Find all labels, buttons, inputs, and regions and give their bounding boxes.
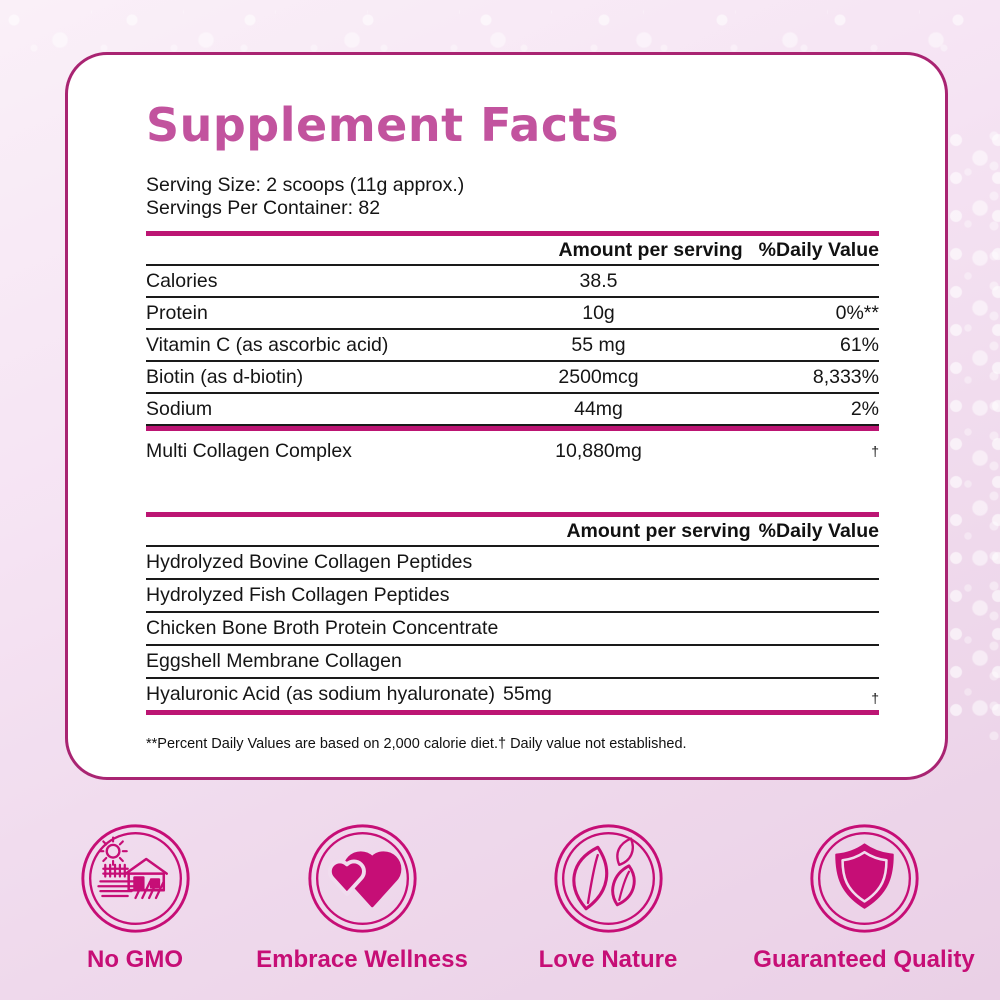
row-daily-value: † — [871, 443, 879, 460]
table2-header — [146, 517, 879, 547]
table-row — [146, 679, 879, 710]
badge-no-gmo — [35, 820, 235, 974]
row-name: Biotin (as d-biotin) — [146, 365, 304, 388]
table-row — [146, 580, 879, 613]
row-name: Hydrolyzed Bovine Collagen Peptides — [146, 551, 473, 574]
header-amount-per-serving: Amount per serving — [558, 238, 743, 261]
row-name: Vitamin C (as ascorbic acid) — [146, 333, 389, 356]
row-amount: 44mg — [574, 397, 623, 420]
row-name: Multi Collagen Complex — [146, 439, 352, 462]
row-name: Protein — [146, 301, 208, 324]
row-amount: 55mg — [503, 683, 552, 706]
facts-table-1 — [146, 231, 879, 465]
badge-label: Love Nature — [538, 946, 678, 973]
row-daily-value: 61% — [839, 333, 879, 356]
table-row-multi-collagen — [146, 431, 879, 465]
divider-bar — [146, 710, 879, 715]
halftone-dots-right — [944, 128, 1000, 740]
row-daily-value: 2% — [850, 397, 879, 420]
row-name: Sodium — [146, 397, 213, 420]
row-name: Hydrolyzed Fish Collagen Peptides — [146, 584, 450, 607]
table-row — [146, 394, 879, 426]
page-title: Supplement Facts — [146, 98, 619, 152]
row-daily-value: 0%** — [835, 301, 879, 324]
shield-icon — [806, 820, 923, 937]
facts-table-2 — [146, 512, 879, 715]
servings-per-container: Servings Per Container: 82 — [146, 197, 381, 220]
badge-label: No GMO — [87, 946, 183, 973]
table2-rows — [146, 547, 879, 710]
table-row — [146, 298, 879, 330]
serving-info — [146, 174, 879, 220]
row-daily-value: † — [871, 690, 879, 707]
table1-header — [146, 236, 879, 266]
table-row — [146, 646, 879, 679]
farm-icon — [77, 820, 194, 937]
row-name: Eggshell Membrane Collagen — [146, 650, 402, 673]
halftone-dots-top — [0, 0, 1000, 58]
row-daily-value: 8,333% — [812, 365, 879, 388]
header-amount-per-serving: Amount per serving — [566, 519, 751, 542]
header-daily-value: %Daily Value — [758, 519, 879, 542]
row-amount: 10,880mg — [555, 439, 642, 462]
table1-rows — [146, 266, 879, 426]
hearts-icon — [304, 820, 421, 937]
row-name: Calories — [146, 269, 218, 292]
badge-embrace-wellness — [232, 820, 492, 974]
table-row — [146, 613, 879, 646]
badge-label: Embrace Wellness — [256, 946, 468, 973]
row-amount: 10g — [582, 301, 615, 324]
header-daily-value: %Daily Value — [758, 238, 879, 261]
table-row — [146, 547, 879, 580]
row-amount: 55 mg — [571, 333, 626, 356]
serving-size: Serving Size: 2 scoops (11g approx.) — [146, 174, 465, 197]
badge-love-nature — [488, 820, 728, 974]
row-name: Hyaluronic Acid (as sodium hyaluronate) — [146, 683, 496, 706]
row-name: Chicken Bone Broth Protein Concentrate — [146, 617, 499, 640]
supplement-facts-panel — [65, 52, 948, 780]
badge-label: Guaranteed Quality — [753, 946, 975, 973]
row-amount: 38.5 — [579, 269, 618, 292]
table-row — [146, 330, 879, 362]
badge-row — [0, 820, 1000, 990]
table-row — [146, 266, 879, 298]
badge-guaranteed-quality — [724, 820, 1000, 974]
leaves-icon — [550, 820, 667, 937]
footnote: **Percent Daily Values are based on 2,000 calorie diet.† Daily value not established. — [146, 735, 687, 752]
table-row — [146, 362, 879, 394]
row-amount: 2500mcg — [558, 365, 639, 388]
